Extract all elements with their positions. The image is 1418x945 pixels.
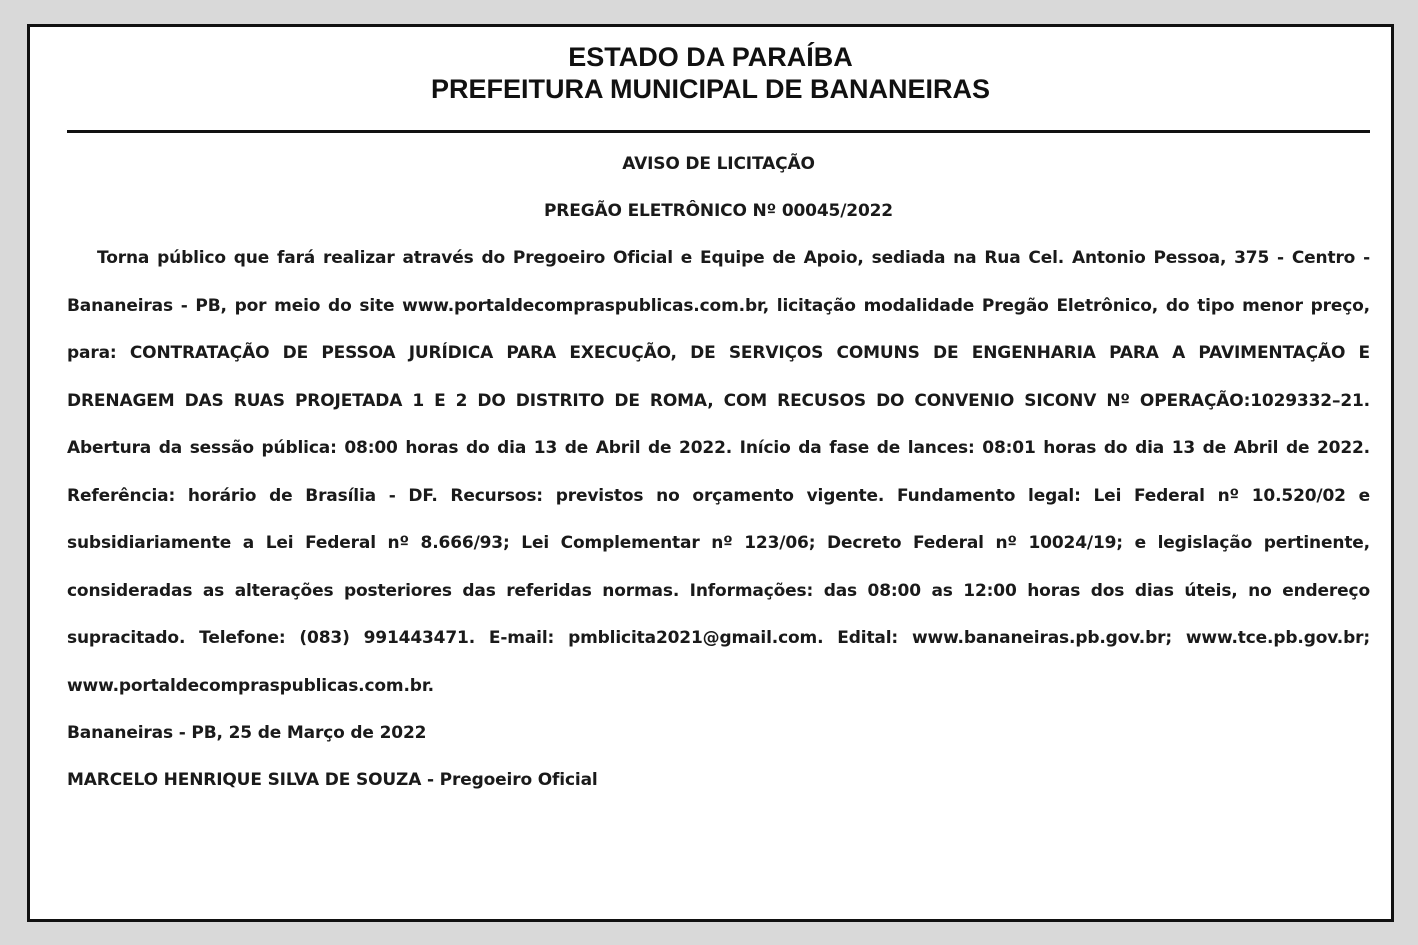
signature-line: MARCELO HENRIQUE SILVA DE SOUZA - Pregoeiro Oficial [67, 770, 598, 790]
notice-frame [27, 24, 1394, 922]
notice-paragraph: Torna público que fará realizar através do Pregoeiro Oficial e Equipe de Apoio, sediada na Rua Cel. Antonio Pessoa, 375 - Centro - Bananeiras - PB, por meio do site www.portaldecompraspublicas.com.br, licitação modalidade Pregão Eletrônico, do tipo menor preço, para: CONTRATAÇÃO DE PESSOA JURÍDICA PARA EXECUÇÃO, DE SERVIÇOS COMUNS DE ENGENHARIA PARA A PAVIMENTAÇÃO E DRENAGEM DAS RUAS PROJETADA 1 E 2 DO DISTRITO DE ROMA, COM RECUSOS DO CONVENIO SICONV Nº OPERAÇÃO:1029332–21. Abertura da sessão pública: 08:00 horas do dia 13 de Abril de 2022. Início da fase de lances: 08:01 horas do dia 13 de Abril de 2022. Referência: horário de Brasília - DF. Recursos: previstos no orçamento vigente. Fundamento legal: Lei Federal nº 10.520/02 e subsidiariamente a Lei Federal nº 8.666/93; Lei Complementar nº 123/06; Decreto Federal nº 10024/19; e legislação pertinente, consideradas as alterações posteriores das referidas normas. Informações: das 08:00 as 12:00 horas dos dias úteis, no endereço supracitado. Telefone: (083) 991443471. E-mail: pmblicita2021@gmail.com. Edital: www.bananeiras.pb.gov.br; www.tce.pb.gov.br; www.portaldecompraspublicas.com.br. [67, 248, 1370, 696]
notice-title: AVISO DE LICITAÇÃO [622, 154, 815, 174]
notice-body [67, 141, 1370, 804]
header-divider [67, 130, 1370, 133]
place-and-date: Bananeiras - PB, 25 de Março de 2022 [67, 723, 427, 743]
notice-subtitle: PREGÃO ELETRÔNICO Nº 00045/2022 [544, 201, 893, 221]
municipality-name: PREFEITURA MUNICIPAL DE BANANEIRAS [430, 74, 991, 104]
state-name: ESTADO DA PARAÍBA [568, 42, 853, 72]
notice-header [30, 41, 1391, 105]
